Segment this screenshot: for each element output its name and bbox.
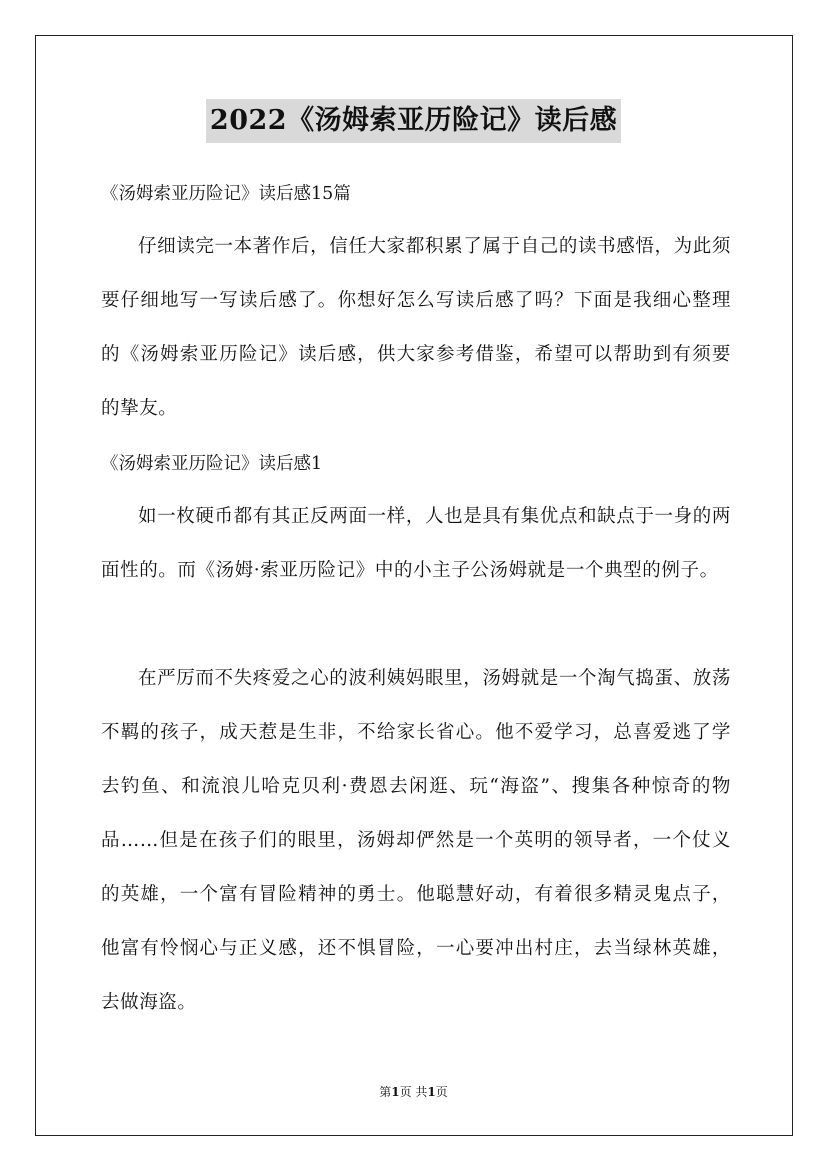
footer-suffix: 页	[435, 1085, 448, 1099]
body-paragraph-2: 在严厉而不失疼爱之心的波利姨妈眼里，汤姆就是一个淘气捣蛋、放荡不羁的孩子，成天惹是生非，不给家长省心。他不爱学习，总喜爱逃了学去钓鱼、和流浪儿哈克贝利·费恩去闲逛、玩“海盗”、搜集各种惊奇的物品……但是在孩子们的眼里，汤姆却俨然是一个英明的领导者，一个仗义的英雄，一个富有冒险精神的勇士。他聪慧好动，有着很多精灵鬼点子，他富有怜悯心与正义感，还不惧冒险，一心要冲出村庄，去当绿林英雄，去做海盗。	[101, 668, 731, 1013]
intro-paragraph: 仔细读完一本著作后，信任大家都积累了属于自己的读书感悟，为此须要仔细地写一写读后感了。你想好怎么写读后感了吗？下面是我细心整理的《汤姆索亚历险记》读后感，供大家参考借鉴，希望可以帮助到有须要的挚友。	[101, 236, 731, 419]
footer-mid: 页 共	[399, 1085, 428, 1099]
title-container	[0, 99, 827, 143]
footer-page-number: 1	[391, 1085, 400, 1099]
document-title: 2022《汤姆索亚历险记》读后感	[206, 99, 621, 143]
footer-total-pages: 1	[427, 1085, 436, 1099]
body-paragraph-1: 如一枚硬币都有其正反两面一样，人也是具有集优点和缺点于一身的两面性的。而《汤姆·索亚历险记》中的小主子公汤姆就是一个典型的例子。	[101, 506, 731, 581]
section-title: 《汤姆索亚历险记》读后感1	[101, 454, 323, 474]
document-subtitle: 《汤姆索亚历险记》读后感15篇	[101, 184, 351, 204]
page-footer	[0, 1084, 827, 1100]
footer-prefix: 第	[379, 1085, 392, 1099]
